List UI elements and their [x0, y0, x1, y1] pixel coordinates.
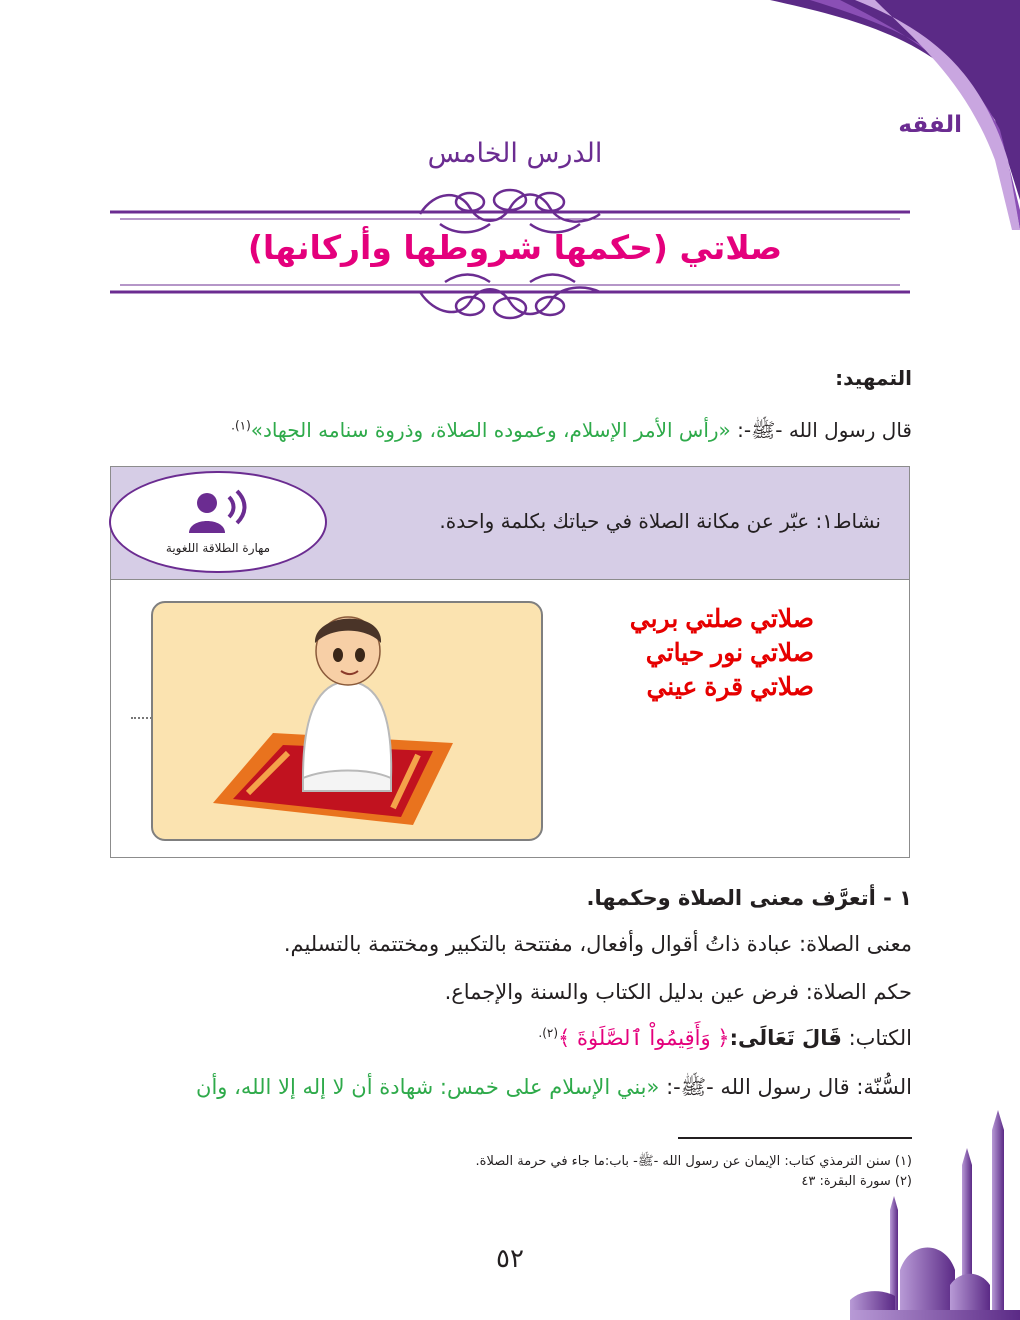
activity-box [110, 466, 910, 858]
ornament-divider-bottom [110, 270, 910, 330]
activity-prompt: نشاط١: عبّر عن مكانة الصلاة في حياتك بكلمة واحدة. [439, 509, 881, 533]
speaking-person-icon [181, 487, 261, 537]
quran-verse: ﴿ وَأَقِيمُواْ ٱلصَّلَوٰةَ ﴾ [558, 1026, 730, 1050]
hadith-prefix: قال رسول الله -ﷺ-: [730, 418, 912, 442]
activity-header [111, 467, 909, 580]
answer-2: صلاتي نور حياتي [645, 639, 814, 667]
lesson-title: صلاتي (حكمها شروطها وأركانها) [247, 228, 783, 267]
answer-3: صلاتي قرة عيني [646, 673, 814, 701]
answer-1: صلاتي صلتي بربي [629, 605, 814, 633]
sunnah-hadith: «بني الإسلام على خمس: شهادة أن لا إله إلا الله، وأن [196, 1075, 660, 1099]
sunnah-prefix: السُّنّة: قال رسول الله -ﷺ-: [659, 1075, 912, 1099]
book-said: قَالَ تَعَالَى: [729, 1026, 842, 1050]
skill-badge [109, 471, 327, 573]
praying-boy-illustration [151, 601, 543, 841]
intro-hadith [231, 418, 912, 447]
activity-answers [630, 602, 814, 704]
footnote-1: (١) سنن الترمذي كتاب: الإيمان عن رسول الله -ﷺ- باب:ما جاء في حرمة الصلاة. [475, 1154, 912, 1169]
mosque-skyline [850, 1110, 1020, 1320]
praying-boy-image [153, 603, 541, 839]
skill-label: مهارة الطلاقة اللغوية [165, 541, 271, 555]
footnote-ref-1: (١). [231, 418, 251, 433]
intro-heading: التمهيد: [835, 366, 912, 390]
section-heading: ١ - أتعرَّف معنى الصلاة وحكمها. [586, 886, 912, 910]
footnote-ref-2: (٢). [538, 1026, 559, 1040]
footnote-2: (٢) سورة البقرة: ٤٣ [801, 1174, 912, 1189]
prayer-meaning: معنى الصلاة: عبادة ذاتُ أقوال وأفعال، مفتتحة بالتكبير ومختتمة بالتسليم. [283, 932, 912, 956]
sunnah-evidence [196, 1074, 912, 1105]
prayer-ruling: حكم الصلاة: فرض عين بدليل الكتاب والسنة والإجماع. [444, 980, 912, 1004]
subject-label: الفقه [898, 112, 962, 138]
page-number: ٥٢ [496, 1244, 524, 1274]
lesson-number: الدرس الخامس [427, 138, 603, 169]
book-evidence [538, 1026, 912, 1050]
hadith-text: «رأس الأمر الإسلام، وعموده الصلاة، وذروة سنامه الجهاد» [250, 418, 731, 442]
book-prefix: الكتاب: [841, 1026, 912, 1050]
